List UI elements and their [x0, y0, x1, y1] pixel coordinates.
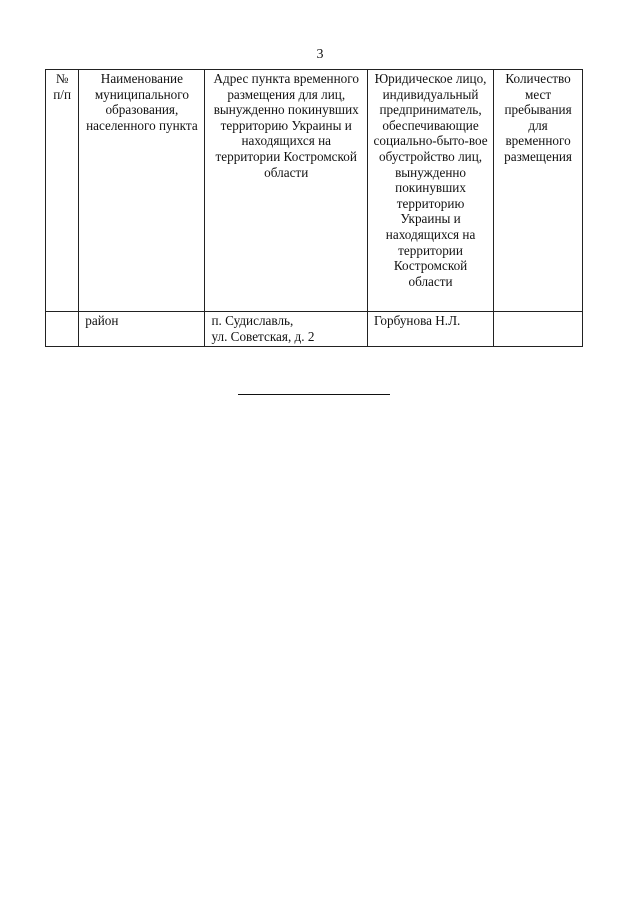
header-num: № п/п [46, 70, 79, 312]
address-line-1: п. Судиславль, [211, 313, 294, 328]
address-line-2: ул. Советская, д. 2 [211, 328, 315, 344]
cell-places-count [494, 312, 583, 347]
cell-legal-entity: Горбунова Н.Л. [367, 312, 493, 347]
cell-num [46, 312, 79, 347]
cell-address [205, 312, 368, 347]
header-address: Адрес пункта временного размещения для лиц, вынужденно покинувших территорию Украины и находящихся на территории Костромской области [205, 70, 368, 312]
table-header-row [46, 70, 583, 312]
header-legal-entity: Юридическое лицо, индивидуальный предприниматель, обеспечивающие социально-быто-вое обустройство лиц, вынужденно покинувших территорию Украины и находящихся на территории Костромской области [367, 70, 493, 312]
header-places-count: Количество мест пребывания для временного размещения [494, 70, 583, 312]
placement-table [45, 69, 583, 347]
page-number: 3 [316, 47, 324, 62]
table-row [46, 312, 583, 347]
cell-municipality-name: район [79, 312, 205, 347]
header-municipality-name: Наименование муниципального образования, населенного пункта [79, 70, 205, 312]
end-divider-line [238, 394, 390, 395]
